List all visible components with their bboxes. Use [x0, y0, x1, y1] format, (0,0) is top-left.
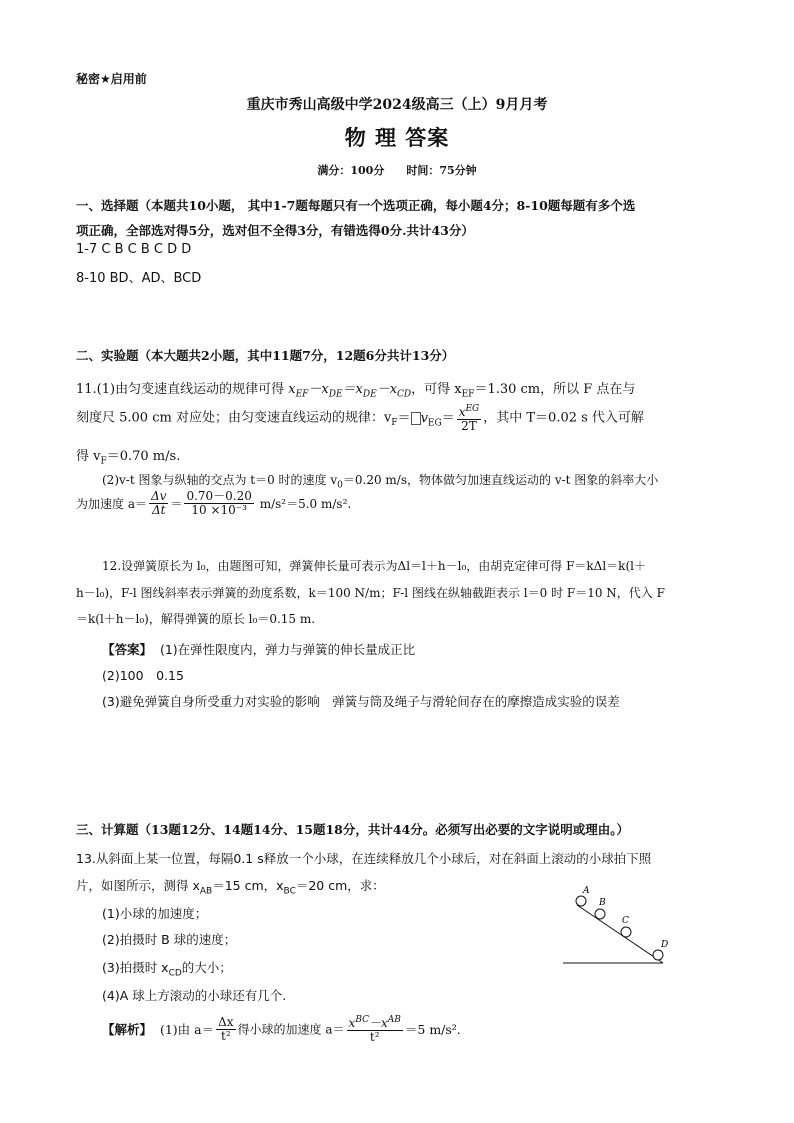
q11-line2: [76, 403, 644, 433]
analysis-text-a: (1)由 a＝: [159, 1022, 215, 1037]
q13-sub2: (2)拍摄时 B 球的速度；: [102, 932, 237, 947]
label-a: A: [583, 886, 590, 896]
ball-b: [595, 909, 605, 919]
label-c: C: [622, 916, 629, 926]
q11-line1-text-a: 11.(1)由匀变速直线运动的规律可得: [76, 382, 289, 397]
q13-sub4: (4)A 球上方滚动的小球还有几个.: [102, 988, 287, 1003]
q11-line1-text-b: ，可得 x: [411, 382, 462, 397]
answer-3: (3)避免弹簧自身所受重力对实验的影响 弹簧与筒及绳子与滑轮间存在的摩擦造成实验的误差: [102, 694, 620, 709]
q11-line1-sub: EF: [461, 389, 475, 400]
answers-1-7: 1-7 C B C B C D D: [76, 242, 192, 257]
analysis-frac1: [216, 1016, 235, 1043]
answer-1: (1)在弹性限度内，弹力与弹簧的伸长量成正比: [159, 642, 416, 657]
q11-2-line2-text-b: m/s²＝5.0 m/s².: [255, 497, 352, 511]
section2-heading: 二、实验题（本大题共2小题，其中11题7分，12题6分共计13分）: [76, 348, 455, 363]
q11-line3-text-b: ＝0.70 m/s.: [106, 449, 181, 464]
q11-line2-sub-f: F: [391, 418, 398, 429]
confidential-label: 秘密★启用前: [76, 72, 147, 86]
q11-2-text-b: ＝0.20 m/s，物体做匀加速直线运动的 v-t 图象的斜率大小: [342, 473, 659, 487]
q11-line1-text-d: ＝1.30 cm，所以 F 点在与: [474, 382, 636, 397]
analysis-frac2: [347, 1014, 403, 1044]
q13-sub3: [102, 958, 232, 979]
q11-2-frac2: [184, 490, 253, 517]
ball-c: [621, 927, 631, 937]
q12-line2: h－l₀)，F-l 图线斜率表示弹簧的劲度系数，k＝100 N/m；F-l 图线在纵轴截距表示 l＝0 时 F＝10 N，代入 F: [76, 586, 665, 600]
answer-2: (2)100 0.15: [102, 668, 184, 683]
q13-sub1: (1)小球的加速度；: [102, 906, 208, 921]
q13-sub3-text-a: (3)拍摄时 x: [102, 960, 169, 975]
q11-2-frac1: [149, 490, 168, 517]
q13-line2-text-a: 片，如图所示，测得 x: [76, 878, 200, 893]
analysis-text-b: 得小球的加速度 a＝: [237, 1022, 345, 1037]
q11-2-frac1-den: Δt: [151, 503, 166, 517]
q13-line2-text-b: ＝15 cm，x: [212, 878, 284, 893]
q11-2-line2-text-a: 为加速度 a＝: [76, 497, 147, 511]
q11-line3: [76, 445, 180, 467]
q11-2-frac1-num: Δv: [150, 489, 167, 503]
analysis-frac1-num: Δx: [218, 1014, 234, 1029]
analysis-frac2-den: t²: [369, 1030, 380, 1044]
score-time-info: 满分：100分 时间：75分钟: [317, 164, 477, 177]
q11-2-sub: 0: [337, 480, 343, 491]
ball-a: [576, 896, 586, 906]
q11-line3-text-a: 得 v: [76, 449, 101, 464]
ball-d: [653, 950, 663, 960]
q11-line1: [76, 378, 635, 400]
q11-line2-eq: ＝ $v_{EG}=$: [397, 410, 455, 429]
label-b: B: [599, 898, 606, 908]
section1-heading-line1: 一、选择题（本题共10小题， 其中1-7题每题只有一个选项正确，每小题4分；8-10题每题有多个选: [76, 198, 636, 213]
analysis-frac2-num: $x^{BC}-x^{AB}$: [348, 1015, 401, 1030]
q13-sub-ab: AB: [199, 886, 213, 897]
label-d: D: [661, 940, 669, 950]
school-title: 重庆市秀山高级中学2024级高三（上）9月月考: [246, 97, 548, 113]
q13-line2: [76, 876, 385, 897]
answer-label: 【答案】: [102, 642, 153, 657]
analysis-line: [102, 1014, 461, 1044]
q11-line3-sub: F: [100, 456, 107, 467]
incline-line: [577, 905, 663, 963]
q11-2-frac2-den: 10 ×10⁻³: [191, 503, 247, 517]
incline-diagram: [555, 885, 685, 970]
q11-2-text-a: (2)v-t 图象与纵轴的交点为 t＝0 时的速度 v: [102, 473, 338, 487]
answer-block-line1: [102, 640, 415, 658]
q12-line1: 12.设弹簧原长为 l₀，由题图可知，弹簧伸长量可表示为Δl＝l＋h－l₀，由胡克定律可得 F＝kΔl＝k(l＋: [102, 559, 646, 573]
analysis-frac1-den: t²: [221, 1028, 231, 1043]
analysis-text-c: ＝5 m/s².: [404, 1022, 461, 1037]
q12-line3: ＝k(l＋h－l₀)，解得弹簧的原长 l₀＝0.15 m.: [76, 612, 316, 626]
subject-title: 物 理 答案: [344, 125, 450, 150]
q13-sub3-text-b: 的大小；: [181, 960, 232, 975]
section1-heading-line2: 项正确，全部选对得5分，选对但不全得3分，有错选得0分.共计43分）: [76, 223, 474, 238]
q13-sub-bc: BC: [283, 886, 296, 897]
q11-fraction: $\frac{x^{EG}}{2T}$: [458, 404, 480, 433]
q11-2-line1: [102, 471, 658, 490]
q11-2-line2: 为加速度 a＝ $\frac{\Delta v}{\Delta t}$ ＝ $\frac{0.70-0.20}{\text{10 ×10⁻³}}$ m/s²＝5.0 m/s².: [76, 489, 352, 517]
q13-line2-text-c: ＝20 cm，求：: [295, 878, 385, 893]
answers-8-10: 8-10 BD、AD、BCD: [76, 271, 202, 286]
analysis-label: 【解析】: [102, 1022, 153, 1037]
section3-heading: 三、计算题（13题12分、14题14分、15题18分，共计44分。必须写出必要的文字说明或理由。）: [76, 822, 630, 837]
q11-line2-text-b: ，其中 T＝0.02 s 代入可解: [483, 410, 644, 426]
q13-sub-cd: CD: [168, 968, 182, 979]
q11-line1-eq: $x_{EF}-x_{DE}=x_{DE}-x_{CD}$: [288, 382, 412, 400]
q11-2-frac2-num: 0.70－0.20: [186, 489, 252, 503]
q13-line1: 13.从斜面上某一位置，每隔0.1 s释放一个小球，在连续释放几个小球后，对在斜面上滚动的小球拍下照: [76, 851, 652, 866]
q11-line2-text-a: 刻度尺 5.00 cm 对应处；由匀变速直线运动的规律：v: [76, 410, 392, 426]
